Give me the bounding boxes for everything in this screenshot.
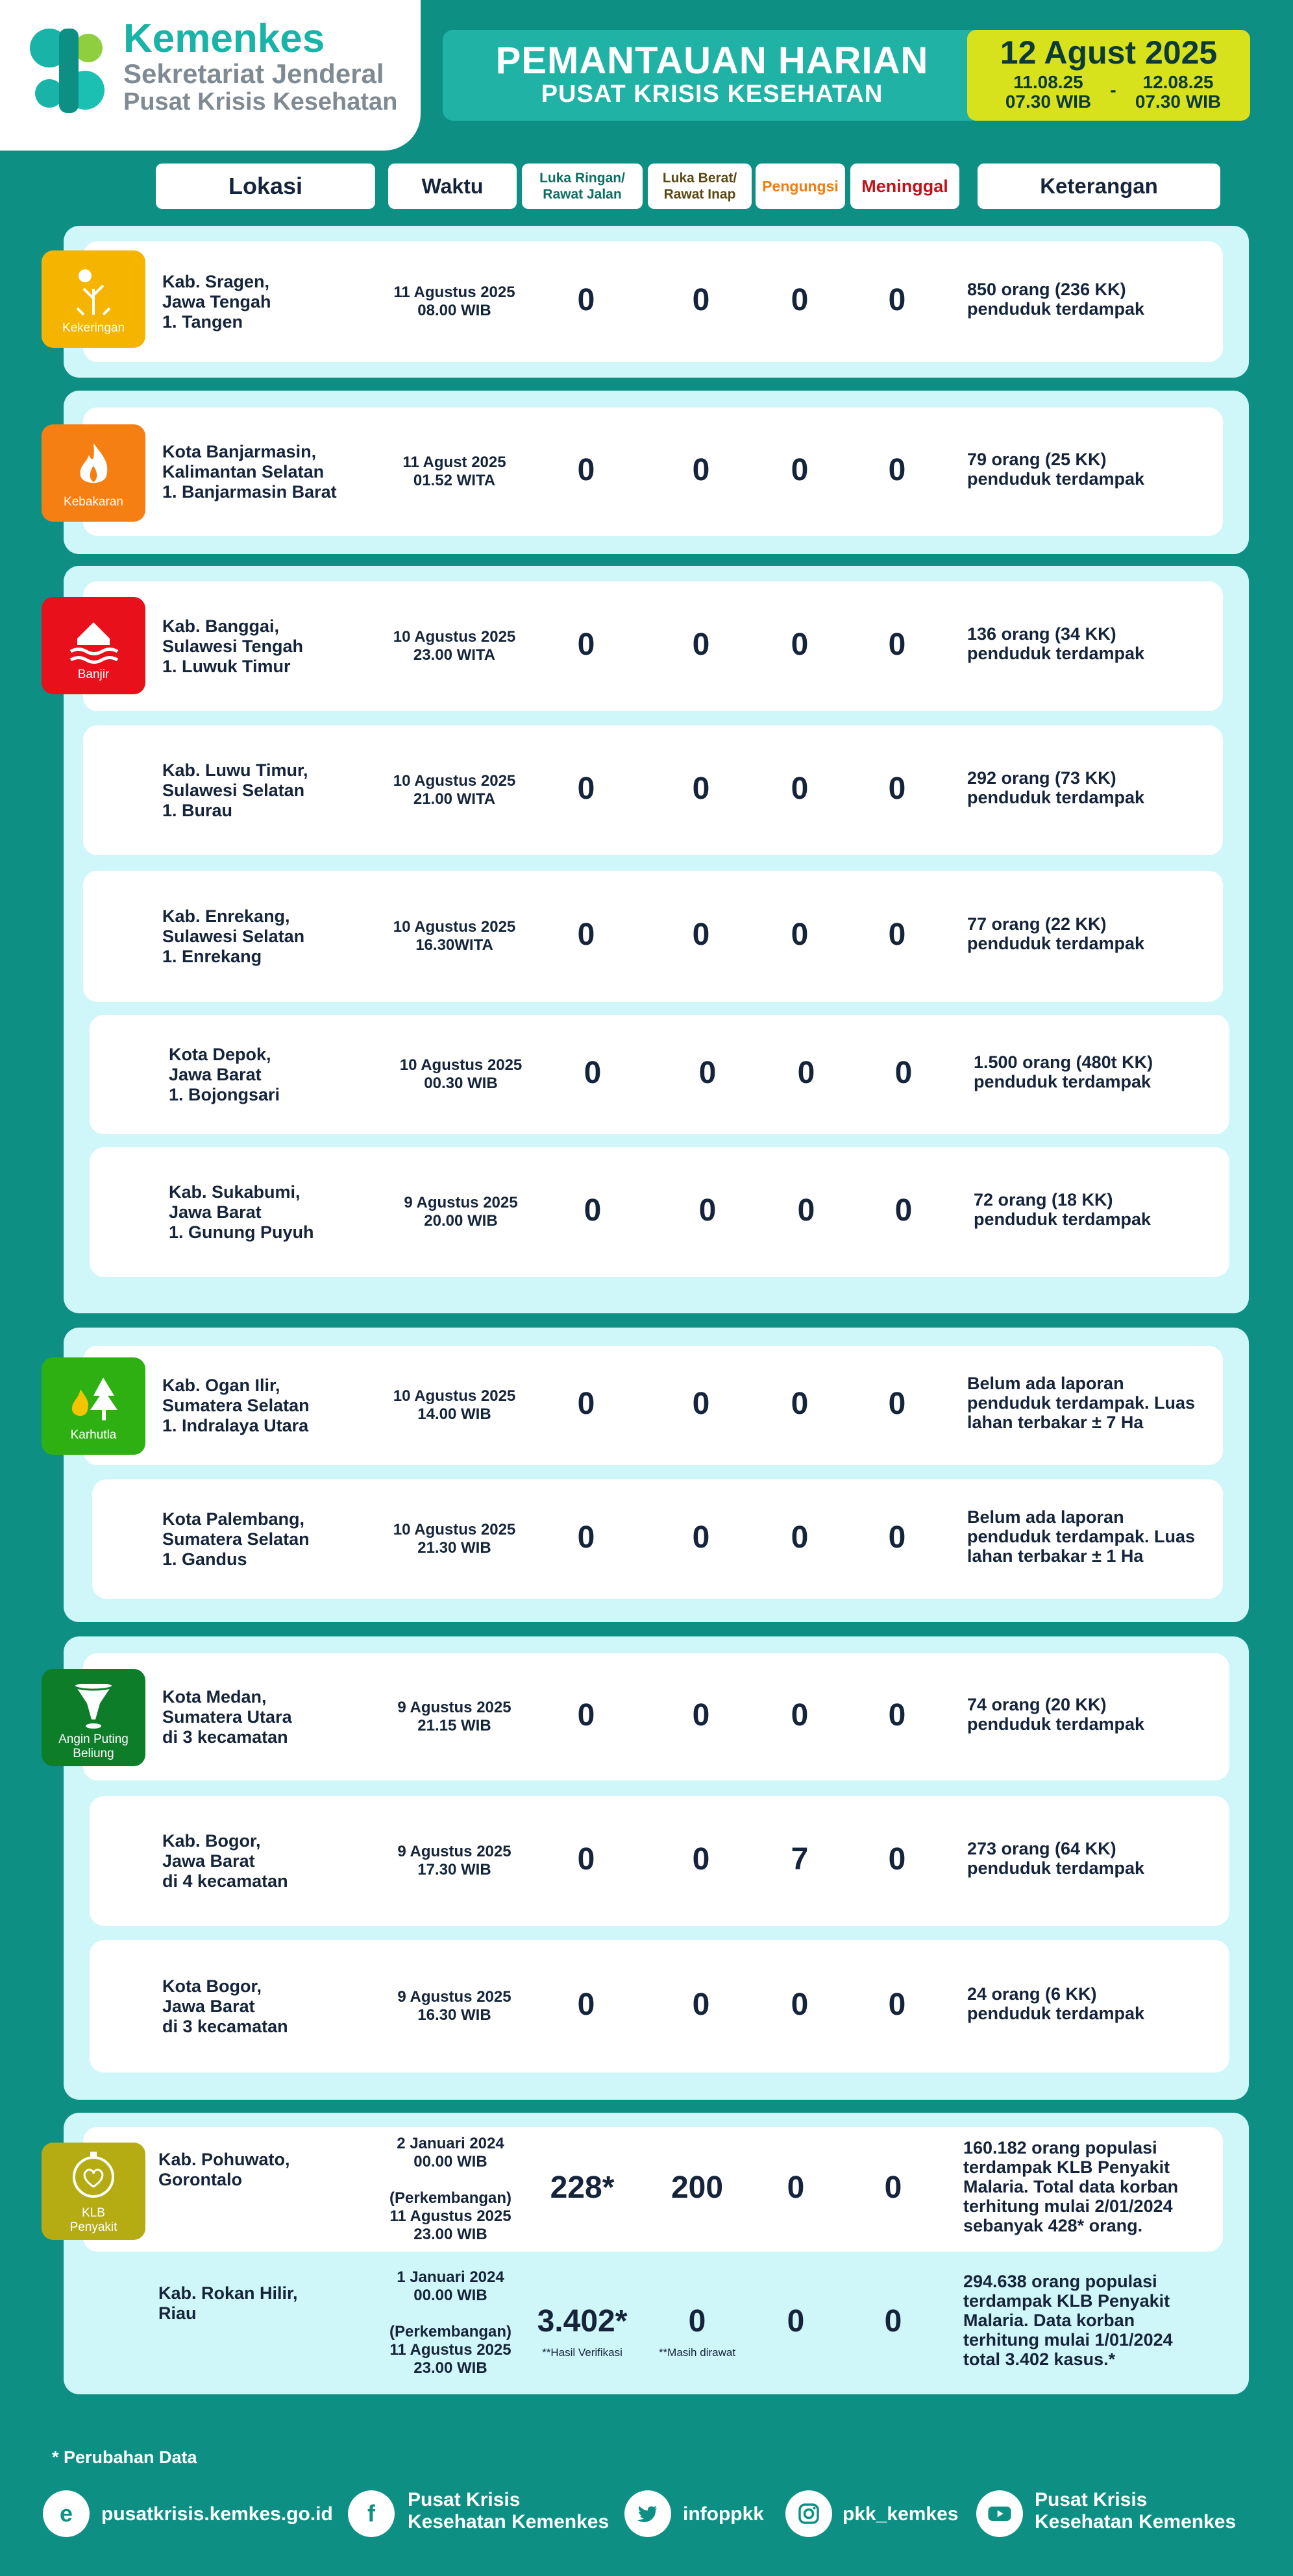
range-separator: -: [1110, 80, 1116, 100]
row-keterangan: 294.638 orang populasi terdampak KLB Penyakit Malaria. Data korban terhitung mulai 1/01/2024 total 3.402 kasus.*: [963, 2272, 1173, 2369]
page-title: PEMANTAUAN HARIAN: [495, 40, 929, 82]
value-luka-berat: 0: [692, 627, 710, 662]
value-pengungsi: 0: [791, 1698, 809, 1732]
row-location: Kota Bogor, Jawa Barat di 3 kecamatan: [162, 1976, 288, 2036]
logo-title: Kemenkes: [123, 16, 325, 61]
category-label: KLB Penyakit: [69, 2206, 117, 2234]
category-kekeringan: [42, 250, 145, 348]
disease-outbreak-icon: [64, 2148, 123, 2206]
category-label: Kebakaran: [64, 495, 123, 509]
row-location: Kota Depok, Jawa Barat 1. Bojongsari: [169, 1044, 280, 1104]
value-pengungsi: 0: [791, 1520, 809, 1555]
value-meninggal: 0: [888, 772, 906, 806]
value-meninggal: 0: [888, 1842, 906, 1877]
category-label: Banjir: [77, 668, 110, 681]
value-luka-ringan: 0: [577, 453, 595, 487]
value-luka-ringan: 3.402*: [537, 2304, 628, 2339]
category-klb-penyakit: [42, 2143, 145, 2240]
note-luka-berat: **Masih dirawat: [658, 2346, 736, 2359]
row-time: 11 Agust 2025 01.52 WITA: [402, 454, 506, 489]
row-location: Kab. Ogan Ilir, Sumatera Selatan 1. Indralaya Utara: [162, 1375, 310, 1435]
row-time: 9 Agustus 2025 21.15 WIB: [397, 1699, 511, 1734]
category-karhutla: [42, 1357, 145, 1455]
value-luka-berat: 0: [692, 1387, 710, 1421]
row-location: Kab. Sukabumi, Jawa Barat 1. Gunung Puyuh: [169, 1182, 314, 1242]
value-pengungsi: 0: [791, 627, 809, 662]
value-luka-berat: 0: [692, 1520, 710, 1555]
value-pengungsi: 0: [791, 772, 809, 806]
row-keterangan: 273 orang (64 KK) penduduk terdampak: [967, 1839, 1145, 1878]
category-label: Angin Puting Beliung: [58, 1732, 129, 1760]
row-location: Kab. Rokan Hilir, Riau: [158, 2283, 298, 2323]
row-keterangan: Belum ada laporan penduduk terdampak. Luas lahan terbakar ± 1 Ha: [967, 1507, 1196, 1566]
row-location: Kab. Pohuwato, Gorontalo: [158, 2150, 290, 2189]
row-keterangan: Belum ada laporan penduduk terdampak. Luas lahan terbakar ± 7 Ha: [967, 1374, 1196, 1432]
row-location: Kota Medan, Sumatera Utara di 3 kecamatan: [162, 1686, 292, 1747]
row-keterangan: 24 orang (6 KK) penduduk terdampak: [967, 1984, 1145, 2023]
value-luka-ringan: 0: [584, 1193, 602, 1228]
category-banjir: [42, 597, 145, 694]
value-meninggal: 0: [884, 2170, 902, 2205]
row-time: 10 Agustus 2025 21.30 WIB: [393, 1521, 516, 1557]
value-luka-berat: 0: [688, 2304, 706, 2339]
value-luka-berat: 0: [692, 772, 710, 806]
range-from: 11.08.25 07.30 WIB: [1005, 72, 1092, 112]
column-header-pengungsi: Pengungsi: [756, 164, 845, 209]
row-keterangan: 79 orang (25 KK) penduduk terdampak: [967, 450, 1145, 489]
value-luka-ringan: 0: [577, 1387, 595, 1421]
value-luka-ringan: 0: [577, 1520, 595, 1555]
row-time: 10 Agustus 2025 14.00 WIB: [393, 1387, 516, 1423]
column-header-keterangan: Keterangan: [978, 164, 1220, 209]
value-luka-ringan: 0: [577, 283, 595, 317]
range-to: 12.08.25 07.30 WIB: [1135, 72, 1222, 112]
row-location: Kab. Banggai, Sulawesi Tengah 1. Luwuk Timur: [162, 616, 304, 676]
value-meninggal: 0: [894, 1056, 913, 1090]
row-time: 10 Agustus 2025 23.00 WITA: [393, 628, 516, 664]
row-time: 2 Januari 2024 00.00 WIB (Perkembangan) 11 Agustus 2025 23.00 WIB: [389, 2135, 512, 2243]
tornado-icon: [64, 1674, 123, 1732]
page-subtitle: PUSAT KRISIS KESEHATAN: [541, 80, 883, 108]
column-header-lokasi: Lokasi: [156, 164, 375, 209]
twitter-icon: [624, 2490, 671, 2537]
footer-link-facebook[interactable]: Pusat Krisis Kesehatan Kemenkes: [408, 2489, 610, 2533]
value-luka-ringan: 0: [577, 772, 595, 806]
row-location: Kab. Luwu Timur, Sulawesi Selatan 1. Burau: [162, 760, 308, 820]
value-luka-berat: 0: [698, 1193, 717, 1228]
value-meninggal: 0: [888, 1520, 906, 1555]
value-meninggal: 0: [888, 627, 906, 662]
category-label: Kekeringan: [62, 321, 125, 335]
value-luka-ringan: 0: [577, 917, 595, 952]
row-location: Kab. Bogor, Jawa Barat di 4 kecamatan: [162, 1830, 288, 1891]
value-luka-berat: 0: [698, 1056, 717, 1090]
category-kebakaran: [42, 424, 145, 522]
note-luka-ringan: **Hasil Verifikasi: [542, 2346, 622, 2359]
value-pengungsi: 0: [787, 2170, 805, 2205]
value-luka-ringan: 0: [577, 1842, 595, 1877]
category-angin-puting-beliung: [42, 1669, 145, 1766]
value-meninggal: 0: [888, 453, 906, 487]
fire-icon: [64, 437, 123, 495]
row-keterangan: 77 orang (22 KK) penduduk terdampak: [967, 914, 1145, 953]
row-time: 10 Agustus 2025 21.00 WITA: [393, 772, 516, 808]
row-time: 1 Januari 2024 00.00 WIB (Perkembangan) 11 Agustus 2025 23.00 WIB: [389, 2268, 512, 2377]
footer-link-website[interactable]: pusatkrisis.kemkes.go.id: [101, 2503, 333, 2525]
youtube-icon: [976, 2490, 1023, 2537]
value-pengungsi: 0: [797, 1056, 815, 1090]
value-pengungsi: 0: [787, 2304, 805, 2339]
row-keterangan: 136 orang (34 KK) penduduk terdampak: [967, 624, 1145, 663]
facebook-icon: f: [348, 2490, 395, 2537]
footnote: * Perubahan Data: [52, 2448, 197, 2467]
logo-subtitle: Sekretariat Jenderal: [123, 58, 384, 89]
column-header-waktu: Waktu: [388, 164, 517, 209]
row-keterangan: 74 orang (20 KK) penduduk terdampak: [967, 1695, 1145, 1734]
value-pengungsi: 0: [791, 1987, 809, 2022]
row-time: 10 Agustus 2025 00.30 WIB: [399, 1056, 523, 1092]
value-luka-berat: 0: [692, 283, 710, 317]
instagram-icon: [785, 2490, 832, 2537]
row-keterangan: 1.500 orang (480t KK) penduduk terdampak: [974, 1052, 1153, 1091]
row-time: 9 Agustus 2025 16.30 WIB: [397, 1988, 511, 2024]
value-luka-ringan: 0: [577, 1987, 595, 2022]
row-location: Kota Banjarmasin, Kalimantan Selatan 1. Banjarmasin Barat: [162, 441, 337, 502]
row-time: 9 Agustus 2025 20.00 WIB: [404, 1194, 518, 1230]
value-luka-berat: 0: [692, 1987, 710, 2022]
column-header-luka-ringan: Luka Ringan/ Rawat Jalan: [522, 164, 643, 209]
column-header-meninggal: Meninggal: [850, 164, 959, 209]
value-luka-berat: 0: [692, 1698, 710, 1732]
forest-fire-icon: [64, 1370, 123, 1428]
footer-link-youtube[interactable]: Pusat Krisis Kesehatan Kemenkes: [1035, 2489, 1237, 2533]
value-pengungsi: 7: [791, 1842, 809, 1877]
report-date: 12 Agust 2025: [1000, 34, 1218, 71]
value-meninggal: 0: [888, 283, 906, 317]
value-pengungsi: 0: [791, 453, 809, 487]
value-luka-ringan: 0: [577, 627, 595, 662]
drought-icon: [64, 263, 123, 321]
row-keterangan: 72 orang (18 KK) penduduk terdampak: [974, 1190, 1151, 1229]
value-pengungsi: 0: [791, 283, 809, 317]
value-meninggal: 0: [888, 917, 906, 952]
value-luka-berat: 0: [692, 1842, 710, 1877]
footer-link-instagram[interactable]: pkk_kemkes: [843, 2503, 959, 2525]
value-pengungsi: 0: [791, 1387, 809, 1421]
value-luka-ringan: 0: [577, 1698, 595, 1732]
value-meninggal: 0: [888, 1387, 906, 1421]
value-meninggal: 0: [888, 1987, 906, 2022]
kemenkes-logo-icon: [23, 22, 114, 119]
value-luka-berat: 0: [692, 917, 710, 952]
value-pengungsi: 0: [791, 917, 809, 952]
row-keterangan: 160.182 orang populasi terdampak KLB Penyakit Malaria. Total data korban terhitung mulai 2/01/2024 sebanyak 428* orang.: [963, 2138, 1179, 2235]
value-luka-berat: 0: [692, 453, 710, 487]
row-time: 10 Agustus 2025 16.30WITA: [393, 918, 516, 954]
row-time: 11 Agustus 2025 08.00 WIB: [393, 284, 515, 319]
value-luka-ringan: 0: [584, 1056, 602, 1090]
value-luka-berat: 200: [671, 2170, 724, 2205]
logo-subtitle-2: Pusat Krisis Kesehatan: [123, 88, 398, 115]
row-time: 9 Agustus 2025 17.30 WIB: [397, 1843, 511, 1878]
value-meninggal: 0: [888, 1698, 906, 1732]
row-keterangan: 850 orang (236 KK) penduduk terdampak: [967, 280, 1145, 319]
row-location: Kab. Enrekang, Sulawesi Selatan 1. Enrekang: [162, 906, 305, 966]
column-header-luka-berat: Luka Berat/ Rawat Inap: [648, 164, 752, 209]
value-pengungsi: 0: [797, 1193, 815, 1228]
category-label: Karhutla: [70, 1428, 117, 1442]
value-luka-ringan: 228*: [550, 2170, 615, 2205]
row-location: Kab. Sragen, Jawa Tengah 1. Tangen: [162, 271, 271, 332]
footer-link-twitter[interactable]: infoppkk: [683, 2503, 764, 2525]
value-meninggal: 0: [894, 1193, 913, 1228]
row-location: Kota Palembang, Sumatera Selatan 1. Gandus: [162, 1509, 310, 1569]
value-meninggal: 0: [884, 2304, 902, 2339]
web-icon: e: [43, 2490, 90, 2537]
row-keterangan: 292 orang (73 KK) penduduk terdampak: [967, 768, 1145, 807]
flood-icon: [64, 609, 123, 668]
